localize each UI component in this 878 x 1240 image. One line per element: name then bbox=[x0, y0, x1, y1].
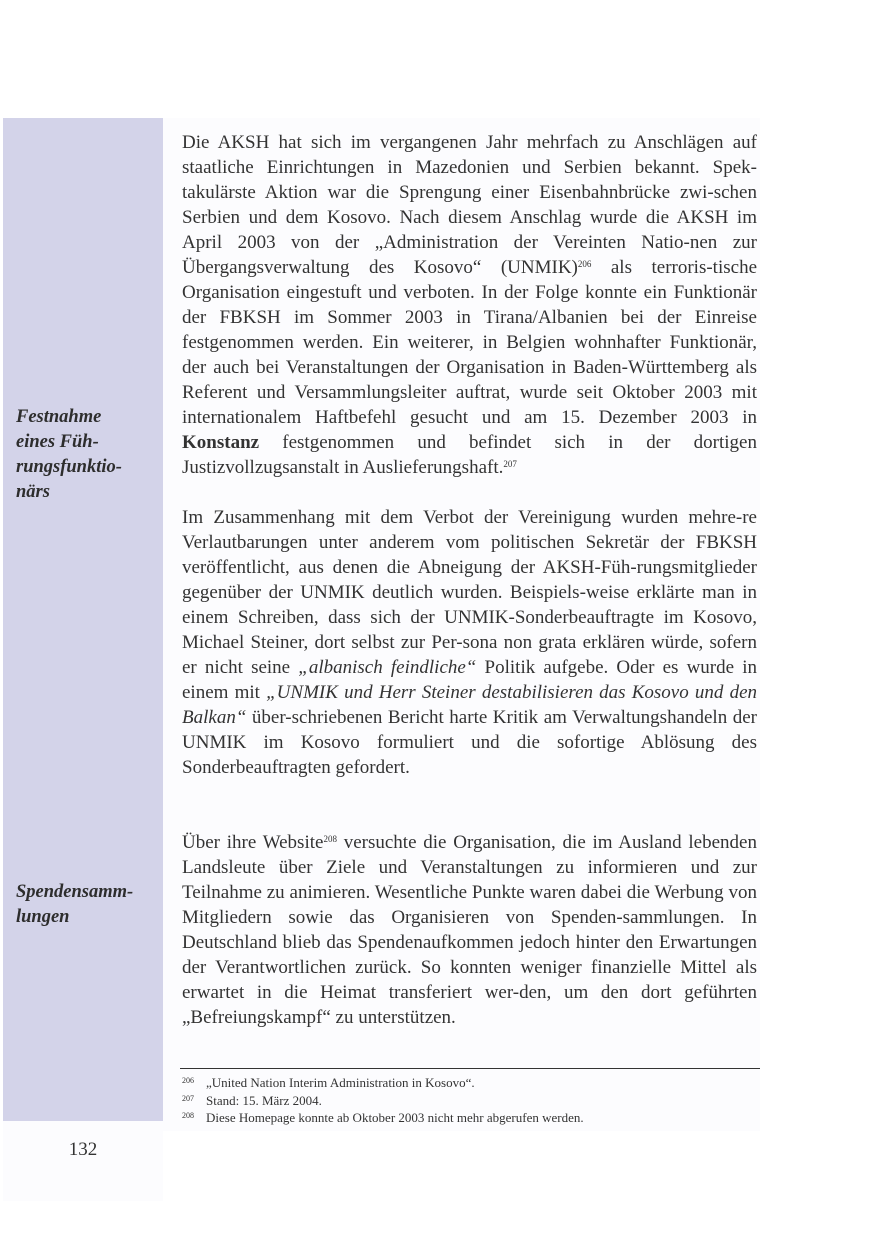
margin-note-line: rungsfunktio- bbox=[16, 457, 122, 477]
page-number: 132 bbox=[68, 1139, 98, 1160]
text: Politik aufgebe. Oder es wurde in einem mit bbox=[182, 657, 757, 703]
bold-place-name: Konstanz bbox=[182, 432, 260, 453]
margin-note-line: lungen bbox=[16, 907, 70, 927]
text: Im Zusammenhang mit dem Verbot der Vereinigung wurden mehre-re Verlautbarungen unter anderem vom politischen Sekretär der FBKSH veröffentlicht, aus denen die Abneigung der AKSH-Füh-rungsmitglieder gegenüber der UNMIK deutlich wurden. Beispiels-weise erklärte man in einem Schreiben, dass sich der UNMIK-Sonderbeauftragte im Kosovo, Michael Steiner, dort selbst zur Per-sona non grata erklären würde, sofern er nicht seine bbox=[182, 507, 757, 678]
footnote-text: „United Nation Interim Administration in Kosovo“. bbox=[206, 1075, 475, 1090]
footnotes bbox=[182, 1074, 757, 1127]
footnote-text: Stand: 15. März 2004. bbox=[206, 1092, 322, 1108]
text: als terroris-tische Organisation eingestuft und verboten. In der Folge konnte ein Funktionär der FBKSH im Sommer 2003 in Tirana/Albanien bei der Einreise festgenommen werden. Ein weiterer, in Belgien wohnhafter Funktionär, der auch bei Veranstaltungen der Organisation in Baden-Württemberg als Referent und Versammlungsleiter auftrat, wurde seit Oktober 2003 mit internationalem Haftbefehl gesucht und am 15. Dezember 2003 in bbox=[182, 257, 757, 428]
paragraph-2 bbox=[182, 505, 757, 780]
page-number-box bbox=[3, 1121, 163, 1201]
margin-note-line: Spendensamm- bbox=[16, 882, 134, 902]
margin-note-donations bbox=[16, 880, 156, 930]
text: über-schriebenen Bericht harte Kritik am Verwaltungshandeln der UNMIK im Kosovo formuliert und die sofortige Ablösung des Sonderbeauftragten gefordert. bbox=[182, 707, 757, 778]
footnote bbox=[182, 1109, 757, 1127]
footnote-text: Diese Homepage konnte ab Oktober 2003 nicht mehr abgerufen werden. bbox=[206, 1110, 584, 1125]
sidebar bbox=[3, 118, 163, 1121]
quote-italic: „albanisch feindliche“ bbox=[298, 657, 477, 678]
footnote-ref-206[interactable]: 206 bbox=[577, 259, 592, 269]
margin-note-line: Festnahme bbox=[16, 407, 102, 427]
footnote-separator bbox=[180, 1068, 760, 1069]
footnote-number: 206 bbox=[182, 1076, 194, 1085]
footnote-ref-207[interactable]: 207 bbox=[503, 459, 517, 469]
text: festgenommen und befindet sich in der dortigen Justizvollzugsanstalt in Auslieferungshaft. bbox=[182, 432, 757, 478]
margin-note-arrest bbox=[16, 405, 156, 505]
text: versuchte die Organisation, die im Ausland lebenden Landsleute über Ziele und Veranstaltungen zu informieren und zur Teilnahme zu animieren. Wesentliche Punkte waren dabei die Werbung von Mitgliedern sowie das Organisieren von Spenden-sammlungen. In Deutschland blieb das Spendenaufkommen jedoch hinter den Erwartungen der Verantwortlichen zurück. So konnten weniger finanzielle Mittel als erwartet in die Heimat transferiert wer-den, um den dort geführten „Befreiungskampf“ zu unterstützen. bbox=[182, 832, 757, 1028]
text: Über ihre Website bbox=[182, 832, 324, 853]
paragraph-3 bbox=[182, 830, 757, 1030]
footnote bbox=[182, 1092, 757, 1110]
quote-italic: „UNMIK und Herr Steiner destabilisieren das Kosovo und den Balkan“ bbox=[182, 682, 758, 728]
margin-note-line: närs bbox=[16, 482, 50, 502]
footnote-number: 208 bbox=[182, 1111, 194, 1120]
footnote bbox=[182, 1074, 757, 1092]
text: Die AKSH hat sich im vergangenen Jahr mehrfach zu Anschlägen auf staatliche Einrichtungen in Mazedonien und Serbien bekannt. Spek-takulärste Aktion war die Sprengung einer Eisenbahnbrücke zwi-schen Serbien und dem Kosovo. Nach diesem Anschlag wurde die AKSH im April 2003 von der „Administration der Vereinten Natio-nen zur Übergangsverwaltung des Kosovo“ (UNMIK) bbox=[182, 132, 757, 278]
footnote-number: 207 bbox=[182, 1093, 194, 1103]
footnote-ref-208[interactable]: 208 bbox=[323, 834, 337, 844]
paragraph-1 bbox=[182, 130, 757, 480]
margin-note-line: eines Füh- bbox=[16, 432, 99, 452]
